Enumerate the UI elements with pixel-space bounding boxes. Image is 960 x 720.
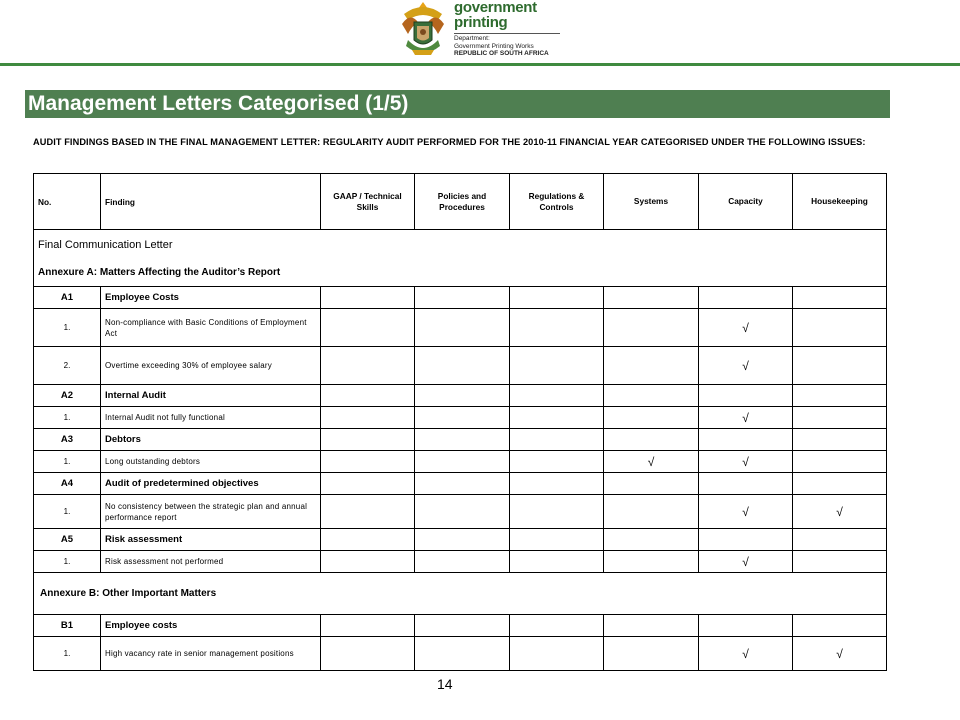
empty-cell bbox=[510, 451, 604, 473]
empty-cell bbox=[699, 615, 793, 637]
empty-cell bbox=[510, 309, 604, 347]
empty-cell bbox=[793, 407, 887, 429]
empty-cell bbox=[415, 615, 510, 637]
empty-cell bbox=[604, 309, 699, 347]
annexure-a-banner bbox=[34, 230, 887, 287]
finding-row bbox=[34, 637, 887, 671]
header-regulations: Regulations & Controls bbox=[510, 174, 604, 230]
section-code: A1 bbox=[34, 287, 101, 309]
empty-cell bbox=[604, 495, 699, 529]
empty-cell bbox=[604, 287, 699, 309]
header-no: No. bbox=[34, 174, 101, 230]
slide-subtitle: AUDIT FINDINGS BASED IN THE FINAL MANAGEMENT LETTER: REGULARITY AUDIT PERFORMED FOR THE 2010-11 FINANCIAL YEAR CATEGORISED UNDER THE FOLLOWING ISSUES: bbox=[33, 137, 866, 147]
section-code: A2 bbox=[34, 385, 101, 407]
empty-cell bbox=[604, 615, 699, 637]
finding-description: Internal Audit not fully functional bbox=[101, 407, 321, 429]
empty-cell bbox=[510, 385, 604, 407]
empty-cell bbox=[415, 529, 510, 551]
header-policies: Policies and Procedures bbox=[415, 174, 510, 230]
empty-cell bbox=[510, 287, 604, 309]
empty-cell bbox=[793, 429, 887, 451]
findings-table bbox=[33, 173, 887, 671]
finding-row bbox=[34, 407, 887, 429]
empty-cell bbox=[415, 551, 510, 573]
empty-cell bbox=[510, 473, 604, 495]
finding-description: Overtime exceeding 30% of employee salary bbox=[101, 347, 321, 385]
empty-cell bbox=[415, 385, 510, 407]
empty-cell bbox=[415, 451, 510, 473]
empty-cell bbox=[510, 551, 604, 573]
finding-number: 2. bbox=[34, 347, 101, 385]
finding-description: Long outstanding debtors bbox=[101, 451, 321, 473]
empty-cell bbox=[415, 495, 510, 529]
header-capacity: Capacity bbox=[699, 174, 793, 230]
header-finding: Finding bbox=[101, 174, 321, 230]
coat-of-arms-icon bbox=[398, 0, 448, 60]
slide-title: Management Letters Categorised (1/5) bbox=[28, 92, 409, 115]
empty-cell bbox=[321, 385, 415, 407]
empty-cell bbox=[321, 473, 415, 495]
empty-cell bbox=[793, 287, 887, 309]
checkmark-icon: √ bbox=[604, 451, 699, 473]
section-title: Debtors bbox=[101, 429, 321, 451]
empty-cell bbox=[604, 385, 699, 407]
checkmark-icon: √ bbox=[699, 407, 793, 429]
empty-cell bbox=[415, 347, 510, 385]
empty-cell bbox=[699, 529, 793, 551]
finding-row bbox=[34, 309, 887, 347]
section-code: A5 bbox=[34, 529, 101, 551]
empty-cell bbox=[510, 407, 604, 429]
finding-row bbox=[34, 347, 887, 385]
checkmark-icon: √ bbox=[793, 637, 887, 671]
final-communication-letter: Final Communication Letter bbox=[38, 238, 173, 251]
empty-cell bbox=[793, 473, 887, 495]
brand-line-1: government bbox=[454, 0, 537, 16]
empty-cell bbox=[699, 429, 793, 451]
checkmark-icon: √ bbox=[699, 309, 793, 347]
department-text: Department: Government Printing Works REPUBLIC OF SOUTH AFRICA bbox=[454, 35, 549, 57]
section-code: A3 bbox=[34, 429, 101, 451]
empty-cell bbox=[510, 637, 604, 671]
empty-cell bbox=[793, 615, 887, 637]
empty-cell bbox=[793, 309, 887, 347]
annexure-a-banner-row bbox=[34, 230, 887, 287]
section-row bbox=[34, 529, 887, 551]
header-systems: Systems bbox=[604, 174, 699, 230]
finding-number: 1. bbox=[34, 309, 101, 347]
empty-cell bbox=[699, 385, 793, 407]
empty-cell bbox=[604, 473, 699, 495]
section-row bbox=[34, 429, 887, 451]
empty-cell bbox=[510, 347, 604, 385]
empty-cell bbox=[321, 451, 415, 473]
section-title: Employee costs bbox=[101, 615, 321, 637]
section-row bbox=[34, 287, 887, 309]
header-housekeeping: Housekeeping bbox=[793, 174, 887, 230]
empty-cell bbox=[321, 637, 415, 671]
annexure-a-title: Annexure A: Matters Affecting the Auditor’s Report bbox=[38, 266, 281, 278]
empty-cell bbox=[321, 615, 415, 637]
finding-description: Risk assessment not performed bbox=[101, 551, 321, 573]
empty-cell bbox=[415, 309, 510, 347]
title-bar bbox=[25, 90, 890, 118]
empty-cell bbox=[321, 347, 415, 385]
finding-number: 1. bbox=[34, 451, 101, 473]
brand-divider bbox=[454, 33, 560, 34]
header-gaap: GAAP / Technical Skills bbox=[321, 174, 415, 230]
brand-line-2: printing bbox=[454, 14, 508, 31]
empty-cell bbox=[793, 451, 887, 473]
finding-number: 1. bbox=[34, 495, 101, 529]
finding-description: High vacancy rate in senior management positions bbox=[101, 637, 321, 671]
finding-number: 1. bbox=[34, 551, 101, 573]
section-title: Employee Costs bbox=[101, 287, 321, 309]
finding-description: No consistency between the strategic plan and annual performance report bbox=[101, 495, 321, 529]
finding-row bbox=[34, 551, 887, 573]
empty-cell bbox=[699, 473, 793, 495]
empty-cell bbox=[604, 551, 699, 573]
checkmark-icon: √ bbox=[699, 637, 793, 671]
empty-cell bbox=[793, 385, 887, 407]
section-title: Risk assessment bbox=[101, 529, 321, 551]
empty-cell bbox=[321, 529, 415, 551]
checkmark-icon: √ bbox=[699, 451, 793, 473]
finding-row bbox=[34, 451, 887, 473]
empty-cell bbox=[415, 473, 510, 495]
empty-cell bbox=[604, 429, 699, 451]
empty-cell bbox=[699, 287, 793, 309]
empty-cell bbox=[793, 529, 887, 551]
empty-cell bbox=[415, 637, 510, 671]
checkmark-icon: √ bbox=[793, 495, 887, 529]
checkmark-icon: √ bbox=[699, 347, 793, 385]
empty-cell bbox=[321, 551, 415, 573]
government-printing-logo bbox=[398, 0, 568, 62]
empty-cell bbox=[321, 495, 415, 529]
empty-cell bbox=[510, 429, 604, 451]
empty-cell bbox=[793, 551, 887, 573]
empty-cell bbox=[510, 495, 604, 529]
empty-cell bbox=[604, 637, 699, 671]
finding-row bbox=[34, 495, 887, 529]
section-code: A4 bbox=[34, 473, 101, 495]
finding-number: 1. bbox=[34, 637, 101, 671]
section-row bbox=[34, 473, 887, 495]
empty-cell bbox=[415, 429, 510, 451]
checkmark-icon: √ bbox=[699, 495, 793, 529]
section-row bbox=[34, 615, 887, 637]
section-row bbox=[34, 385, 887, 407]
checkmark-icon: √ bbox=[699, 551, 793, 573]
empty-cell bbox=[415, 407, 510, 429]
empty-cell bbox=[321, 429, 415, 451]
empty-cell bbox=[604, 347, 699, 385]
empty-cell bbox=[510, 615, 604, 637]
empty-cell bbox=[604, 407, 699, 429]
annexure-b-title: Annexure B: Other Important Matters bbox=[34, 573, 887, 615]
table-header-row bbox=[34, 174, 887, 230]
empty-cell bbox=[793, 347, 887, 385]
empty-cell bbox=[604, 529, 699, 551]
empty-cell bbox=[321, 309, 415, 347]
annexure-b-banner-row bbox=[34, 573, 887, 615]
empty-cell bbox=[321, 287, 415, 309]
header-rule bbox=[0, 63, 960, 66]
section-title: Audit of predetermined objectives bbox=[101, 473, 321, 495]
empty-cell bbox=[510, 529, 604, 551]
finding-description: Non-compliance with Basic Conditions of Employment Act bbox=[101, 309, 321, 347]
page-number: 14 bbox=[437, 676, 453, 692]
section-title: Internal Audit bbox=[101, 385, 321, 407]
empty-cell bbox=[415, 287, 510, 309]
finding-number: 1. bbox=[34, 407, 101, 429]
empty-cell bbox=[321, 407, 415, 429]
section-code: B1 bbox=[34, 615, 101, 637]
